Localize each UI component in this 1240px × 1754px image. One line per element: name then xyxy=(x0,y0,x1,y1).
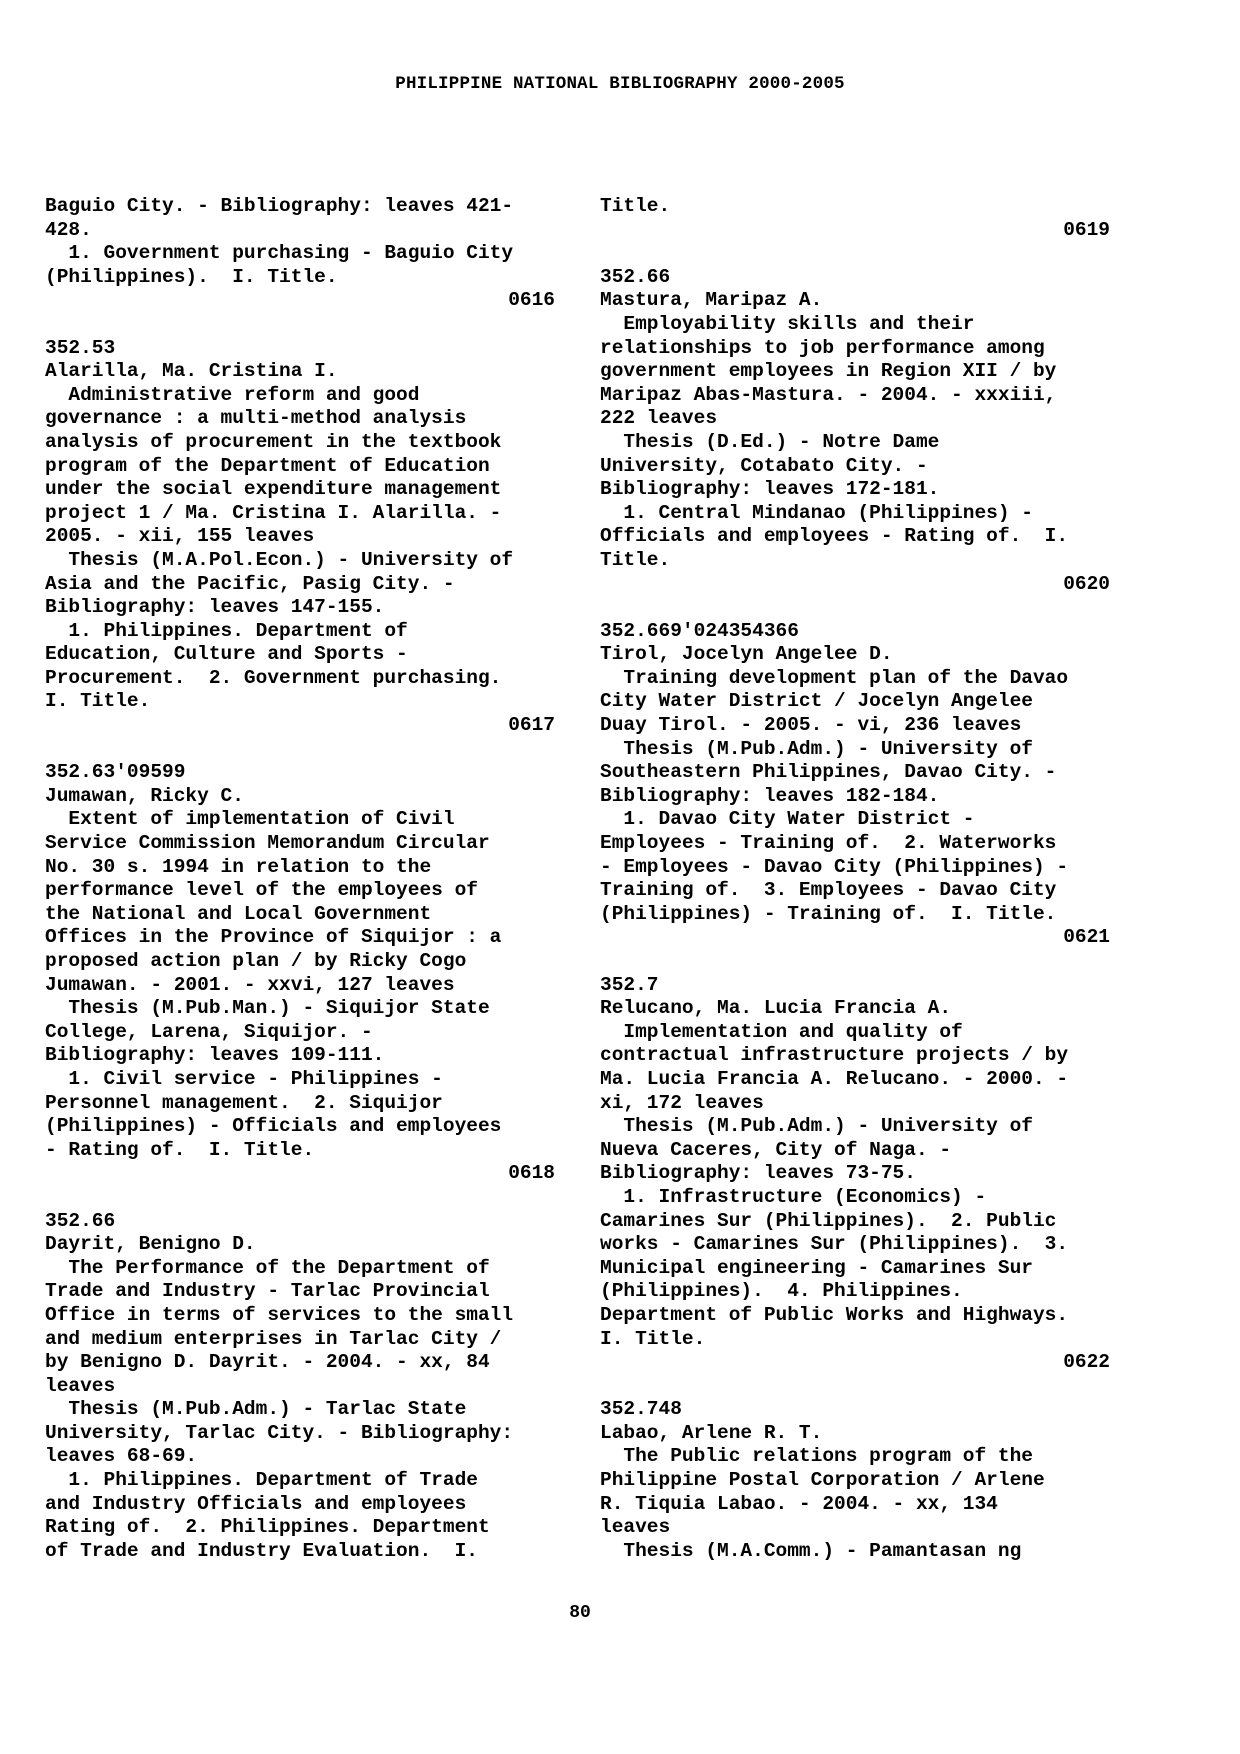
entry-number: 0617 xyxy=(508,714,555,737)
entry-text-line: 352.669'024354366 xyxy=(600,619,799,642)
entry-text-line: 1. Philippines. Department of Trade xyxy=(45,1469,478,1492)
entry-text-line: under the social expenditure management xyxy=(45,478,502,501)
entry-text-line: 1. Civil service - Philippines - xyxy=(45,1067,443,1090)
entry-number: 0619 xyxy=(1063,218,1110,241)
entry-text-line: Dayrit, Benigno D. xyxy=(45,1233,256,1256)
page-number: 80 xyxy=(569,1603,591,1623)
entry-text-line: Duay Tirol. - 2005. - vi, 236 leaves xyxy=(600,714,1022,737)
entry-text-line: Philippine Postal Corporation / Arlene xyxy=(600,1469,1045,1492)
entry-text-line: Bibliography: leaves 147-155. xyxy=(45,596,385,619)
entry-text-line: 352.63'09599 xyxy=(45,761,186,784)
entry-text-line: Administrative reform and good xyxy=(45,383,420,406)
entry-text-line: The Public relations program of the xyxy=(600,1445,1033,1468)
entry-text-line: analysis of procurement in the textbook xyxy=(45,430,502,453)
entry-text-line: Maripaz Abas-Mastura. - 2004. - xxxiii, xyxy=(600,383,1057,406)
entry-text-line: leaves xyxy=(45,1374,116,1397)
entry-text-line: Asia and the Pacific, Pasig City. - xyxy=(45,572,455,595)
entry-text-line: I. Title. xyxy=(45,690,151,713)
entry-text-line: Trade and Industry - Tarlac Provincial xyxy=(45,1280,490,1303)
entry-text-line: 1. Central Mindanao (Philippines) - xyxy=(600,501,1033,524)
entry-text-line: proposed action plan / by Ricky Cogo xyxy=(45,950,467,972)
blank-line xyxy=(600,950,1110,974)
page-header-title: PHILIPPINE NATIONAL BIBLIOGRAPHY 2000-2005 xyxy=(395,74,845,94)
entry-text-line: University, Tarlac City. - Bibliography: xyxy=(45,1421,514,1444)
entry-text-line: Training of. 3. Employees - Davao City xyxy=(600,879,1057,902)
entry-text-line: the National and Local Government xyxy=(45,902,432,925)
blank-line xyxy=(600,1375,1110,1399)
entry-text-line: Rating of. 2. Philippines. Department xyxy=(45,1516,490,1539)
entry-text-line: Officials and employees - Rating of. I. xyxy=(600,525,1069,548)
entry-text-line: Bibliography: leaves 172-181. xyxy=(600,478,940,501)
entry-text-line: 428. xyxy=(45,218,92,241)
entry-text-line: Offices in the Province of Siquijor : a xyxy=(45,926,502,949)
entry-text-line: Bibliography: leaves 73-75. xyxy=(600,1162,916,1185)
entry-text-line: Service Commission Memorandum Circular xyxy=(45,832,490,855)
entry-text-line: The Performance of the Department of xyxy=(45,1256,490,1279)
entry-text-line: of Trade and Industry Evaluation. I. xyxy=(45,1539,478,1562)
entry-text-line: University, Cotabato City. - xyxy=(600,454,928,477)
entry-text-line: Thesis (M.Pub.Man.) - Siquijor State xyxy=(45,997,490,1020)
blank-line xyxy=(600,242,1110,266)
entry-text-line: 352.53 xyxy=(45,336,116,359)
entry-text-line: No. 30 s. 1994 in relation to the xyxy=(45,855,432,878)
entry-text-line: governance : a multi-method analysis xyxy=(45,407,467,430)
entry-text-line: contractual infrastructure projects / by xyxy=(600,1044,1069,1067)
entry-text-line: R. Tiquia Labao. - 2004. - xx, 134 xyxy=(600,1492,998,1515)
entry-text-line: College, Larena, Siquijor. - xyxy=(45,1020,373,1043)
blank-line xyxy=(45,1186,555,1210)
entry-text-line: Thesis (M.Pub.Adm.) - University of xyxy=(600,737,1033,760)
entry-text-line: 352.66 xyxy=(45,1209,116,1232)
entry-text-line: City Water District / Jocelyn Angelee xyxy=(600,690,1033,713)
entry-text-line: and Industry Officials and employees xyxy=(45,1492,467,1515)
entry-text-line: project 1 / Ma. Cristina I. Alarilla. - xyxy=(45,501,502,524)
entry-text-line: performance level of the employees of xyxy=(45,879,478,902)
entry-text-line: I. Title. xyxy=(600,1327,706,1350)
entry-text-line: Bibliography: leaves 182-184. xyxy=(600,784,940,807)
entry-text-line: Thesis (M.Pub.Adm.) - Tarlac State xyxy=(45,1398,467,1421)
entry-number: 0622 xyxy=(1063,1351,1110,1374)
entry-text-line: (Philippines). I. Title. xyxy=(45,265,338,288)
entry-text-line: 352.7 xyxy=(600,973,659,996)
entry-text-line: program of the Department of Education xyxy=(45,454,490,477)
entry-text-line: Procurement. 2. Government purchasing. xyxy=(45,666,502,689)
entry-number: 0620 xyxy=(1063,572,1110,595)
entry-text-line: Implementation and quality of xyxy=(600,1020,963,1043)
entry-text-line: Labao, Arlene R. T. xyxy=(600,1421,823,1444)
entry-text-line: Nueva Caceres, City of Naga. - xyxy=(600,1138,952,1161)
entry-text-line: Office in terms of services to the small xyxy=(45,1303,514,1326)
entry-text-line: 1. Davao City Water District - xyxy=(600,808,975,831)
entry-text-line: Thesis (M.A.Pol.Econ.) - University of xyxy=(45,548,514,571)
entry-text-line: Employability skills and their xyxy=(600,312,975,335)
entry-text-line: Jumawan. - 2001. - xxvi, 127 leaves xyxy=(45,973,455,996)
entry-text-line: Title. xyxy=(600,548,671,571)
entry-text-line: Thesis (M.A.Comm.) - Pamantasan ng xyxy=(600,1539,1022,1562)
entry-text-line: 352.66 xyxy=(600,265,671,288)
entry-text-line: by Benigno D. Dayrit. - 2004. - xx, 84 xyxy=(45,1351,490,1374)
entry-text-line: Southeastern Philippines, Davao City. - xyxy=(600,761,1057,784)
entry-text-line: Training development plan of the Davao xyxy=(600,666,1069,689)
entry-text-line: (Philippines) - Training of. I. Title. xyxy=(600,902,1057,925)
entry-text-line: - Rating of. I. Title. xyxy=(45,1138,315,1161)
entry-text-line: leaves xyxy=(600,1516,671,1539)
entry-text-line: Baguio City. - Bibliography: leaves 421- xyxy=(45,195,514,217)
entry-text-line: Relucano, Ma. Lucia Francia A. xyxy=(600,997,952,1020)
entry-text-line: 222 leaves xyxy=(600,407,718,430)
entry-text-line: relationships to job performance among xyxy=(600,336,1045,359)
entry-text-line: Municipal engineering - Camarines Sur xyxy=(600,1256,1033,1279)
entry-text-line: 1. Philippines. Department of xyxy=(45,619,408,642)
entry-text-line: government employees in Region XII / by xyxy=(600,360,1057,383)
entry-text-line: Alarilla, Ma. Cristina I. xyxy=(45,360,338,383)
entry-text-line: (Philippines). 4. Philippines. xyxy=(600,1280,963,1303)
entry-text-line: Mastura, Maripaz A. xyxy=(600,289,823,312)
entry-text-line: 2005. - xii, 155 leaves xyxy=(45,525,315,548)
entry-text-line: Education, Culture and Sports - xyxy=(45,643,408,666)
entry-text-line: Bibliography: leaves 109-111. xyxy=(45,1044,385,1067)
entry-text-line: Extent of implementation of Civil xyxy=(45,808,455,831)
left-column xyxy=(45,195,555,1563)
entry-text-line: Thesis (M.Pub.Adm.) - University of xyxy=(600,1115,1033,1138)
right-column xyxy=(600,195,1110,1563)
blank-line xyxy=(45,313,555,337)
entry-text-line: 1. Infrastructure (Economics) - xyxy=(600,1185,987,1208)
entry-text-line: leaves 68-69. xyxy=(45,1445,198,1468)
entry-text-line: and medium enterprises in Tarlac City / xyxy=(45,1327,502,1350)
entry-text-line: Personnel management. 2. Siquijor xyxy=(45,1091,443,1114)
entry-text-line: Tirol, Jocelyn Angelee D. xyxy=(600,643,893,666)
entry-text-line: (Philippines) - Officials and employees xyxy=(45,1115,502,1138)
entry-text-line: xi, 172 leaves xyxy=(600,1091,764,1114)
entry-text-line: Employees - Training of. 2. Waterworks xyxy=(600,832,1057,855)
blank-line xyxy=(600,596,1110,620)
entry-number: 0621 xyxy=(1063,926,1110,949)
entry-text-line: works - Camarines Sur (Philippines). 3. xyxy=(600,1233,1069,1256)
entry-number: 0618 xyxy=(508,1162,555,1185)
entry-text-line: 1. Government purchasing - Baguio City xyxy=(45,242,514,265)
entry-text-line: Jumawan, Ricky C. xyxy=(45,784,244,807)
entry-number: 0616 xyxy=(508,289,555,312)
entry-text-line: 352.748 xyxy=(600,1398,682,1421)
entry-text-line: Camarines Sur (Philippines). 2. Public xyxy=(600,1209,1057,1232)
entry-text-line: Ma. Lucia Francia A. Relucano. - 2000. - xyxy=(600,1067,1069,1090)
blank-line xyxy=(45,738,555,762)
entry-text-line: - Employees - Davao City (Philippines) - xyxy=(600,855,1069,878)
entry-text-line: Title. xyxy=(600,195,671,217)
entry-text-line: Thesis (D.Ed.) - Notre Dame xyxy=(600,430,940,453)
entry-text-line: Department of Public Works and Highways. xyxy=(600,1303,1069,1326)
